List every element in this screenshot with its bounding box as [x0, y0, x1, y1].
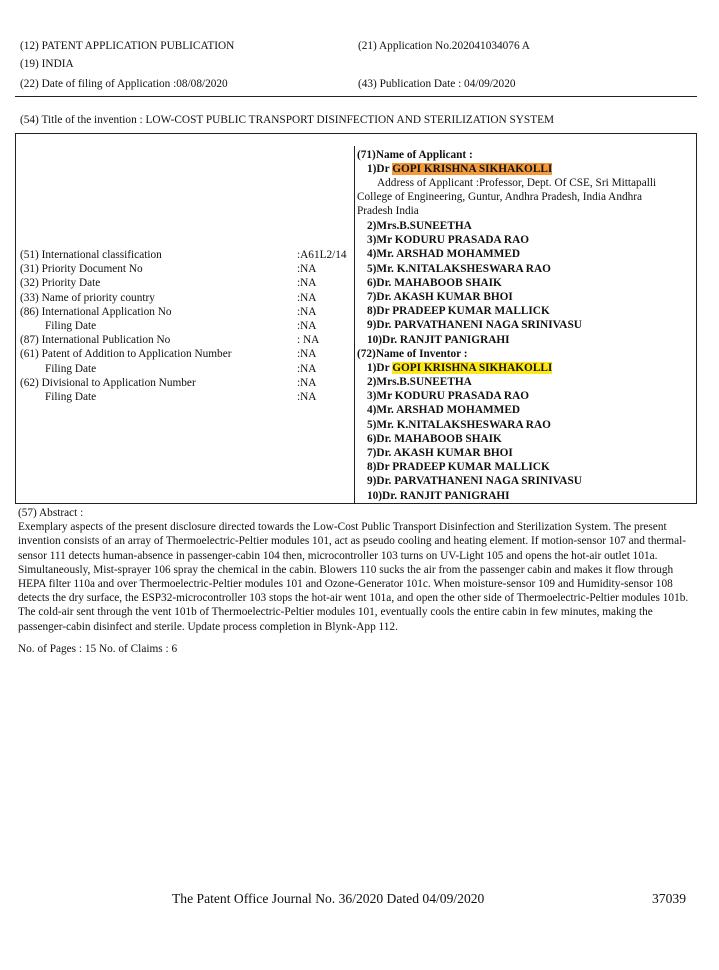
divider — [15, 133, 697, 134]
field-value: :NA — [297, 305, 317, 318]
field-label: Filing Date — [45, 362, 97, 375]
journal-footer: The Patent Office Journal No. 36/2020 Dated 04/09/2020 — [172, 891, 485, 906]
applicant-address — [357, 176, 656, 219]
list-item: 7)Dr. AKASH KUMAR BHOI — [367, 290, 513, 303]
list-item: 9)Dr. PARVATHANENI NAGA SRINIVASU — [367, 319, 582, 332]
field-value: :NA — [297, 362, 317, 375]
applicant-section — [357, 148, 552, 176]
page-number: 37039 — [652, 891, 686, 906]
field-label: Filing Date — [45, 319, 97, 332]
list-item: 4)Mr. ARSHAD MOHAMMED — [367, 248, 521, 261]
list-item: 3)Mr KODURU PRASADA RAO — [367, 234, 530, 247]
table-border-left — [15, 133, 16, 503]
field-label: (87) International Publication No — [20, 334, 171, 347]
field-value: :NA — [297, 348, 317, 361]
table-border-right — [696, 133, 697, 503]
abstract — [18, 506, 696, 656]
inventor-list — [367, 375, 582, 503]
inventor-name-highlight: GOPI KRISHNA SIKHAKOLLI — [392, 362, 553, 375]
list-item: 6)Dr. MAHABOOB SHAIK — [367, 432, 502, 445]
list-item: 8)Dr PRADEEP KUMAR MALLICK — [367, 461, 550, 474]
field-value: : NA — [297, 334, 320, 347]
list-item: 7)Dr. AKASH KUMAR BHOI — [367, 446, 513, 459]
field-value: :NA — [297, 263, 317, 276]
list-item: 5)Mr. K.NITALAKSHESWARA RAO — [367, 262, 551, 275]
field-value: :A61L2/14 — [297, 249, 347, 261]
abstract-text: Exemplary aspects of the present disclosure directed towards the Low-Cost Public Transport Disinfection and Sterilization System. The present invention consists of an array of Thermoelectric-Peltier modules 101, act as pseudo cooling and heating element. If motion-sensor 107 and thermal-sensor 111 detects human-absence in passenger-cabin 104 then, microcontroller 103 turns on UV-Light 105 and opens the hot-air outlet 101a. Simultaneously, Mist-sprayer 106 spray the chemical in the cabin. Blowers 110 sucks the air from the passenger cabin and makes it flow through HEPA filter 110a and over Thermoelectric-Peltier modules 101 and Ozone-Generator 101c. When moisture-sensor 109 and Humidity-sensor 108 detects the dry surface, the ESP32-microcontroller 103 stops the hot-air went 101a, and open the other side of Thermoelectric-Peltier modules 101b. The cold-air sent through the vent 101b of Thermoelectric-Peltier modules 101, eventually cools the entire cabin in few minutes, making the passenger-cabin disinfect and sterile. Update process completion in Blynk-App 112. — [18, 521, 689, 633]
country: (19) INDIA — [20, 58, 74, 70]
list-item: 5)Mr. K.NITALAKSHESWARA RAO — [367, 418, 551, 431]
invention-title: (54) Title of the invention : LOW-COST PUBLIC TRANSPORT DISINFECTION AND STERILIZATION SYSTEM — [20, 114, 555, 126]
pages-claims: No. of Pages : 15 No. of Claims : 6 — [18, 642, 178, 655]
list-item: 6)Dr. MAHABOOB SHAIK — [367, 276, 502, 289]
bibliographic-fields — [20, 248, 231, 404]
divider — [15, 503, 697, 504]
field-label: (86) International Application No — [20, 305, 172, 318]
applicant-heading: (71)Name of Applicant : — [357, 149, 473, 161]
applicant-first: 1)Dr GOPI KRISHNA SIKHAKOLLI — [367, 163, 553, 176]
list-item: 2)Mrs.B.SUNEETHA — [367, 376, 472, 388]
field-value: :NA — [297, 291, 317, 304]
inventor-heading: (72)Name of Inventor : — [357, 348, 468, 360]
list-item: 10)Dr. RANJIT PANIGRAHI — [367, 489, 510, 502]
field-label: (32) Priority Date — [20, 277, 101, 290]
field-value: :NA — [297, 390, 317, 403]
divider — [15, 96, 697, 97]
list-item: 8)Dr PRADEEP KUMAR MALLICK — [367, 305, 550, 318]
field-value: :NA — [297, 277, 317, 290]
list-item: 10)Dr. RANJIT PANIGRAHI — [367, 333, 510, 346]
abstract-heading: (57) Abstract : — [18, 507, 84, 519]
field-value: :NA — [297, 376, 317, 389]
inventor-first: 1)Dr GOPI KRISHNA SIKHAKOLLI — [367, 362, 553, 375]
field-label: (33) Name of priority country — [20, 291, 155, 304]
address-line: Address of Applicant :Professor, Dept. Of CSE, Sri Mittapalli — [377, 177, 657, 189]
field-label: (51) International classification — [20, 249, 162, 261]
field-label: (31) Priority Document No — [20, 263, 143, 276]
list-item: 2)Mrs.B.SUNEETHA — [367, 220, 472, 232]
list-item: 9)Dr. PARVATHANENI NAGA SRINIVASU — [367, 475, 582, 488]
applicant-list — [367, 219, 582, 347]
publication-date: (43) Publication Date : 04/09/2020 — [358, 78, 516, 90]
list-item: 3)Mr KODURU PRASADA RAO — [367, 390, 530, 403]
applicant-name-highlight: GOPI KRISHNA SIKHAKOLLI — [392, 163, 553, 176]
field-label: Filing Date — [45, 390, 97, 403]
field-label: (61) Patent of Addition to Application Number — [20, 348, 232, 361]
address-line: College of Engineering, Guntur, Andhra Pradesh, India Andhra — [357, 191, 643, 204]
list-item: 4)Mr. ARSHAD MOHAMMED — [367, 404, 521, 417]
filing-date: (22) Date of filing of Application :08/08/2020 — [20, 78, 228, 90]
field-value: :NA — [297, 319, 317, 332]
application-number: (21) Application No.202041034076 A — [358, 40, 530, 52]
publication-type: (12) PATENT APPLICATION PUBLICATION — [20, 40, 235, 52]
bibliographic-values — [297, 248, 347, 404]
address-line: Pradesh India — [357, 205, 419, 218]
field-label: (62) Divisional to Application Number — [20, 376, 196, 389]
column-divider — [354, 146, 355, 503]
inventor-section — [357, 347, 552, 375]
